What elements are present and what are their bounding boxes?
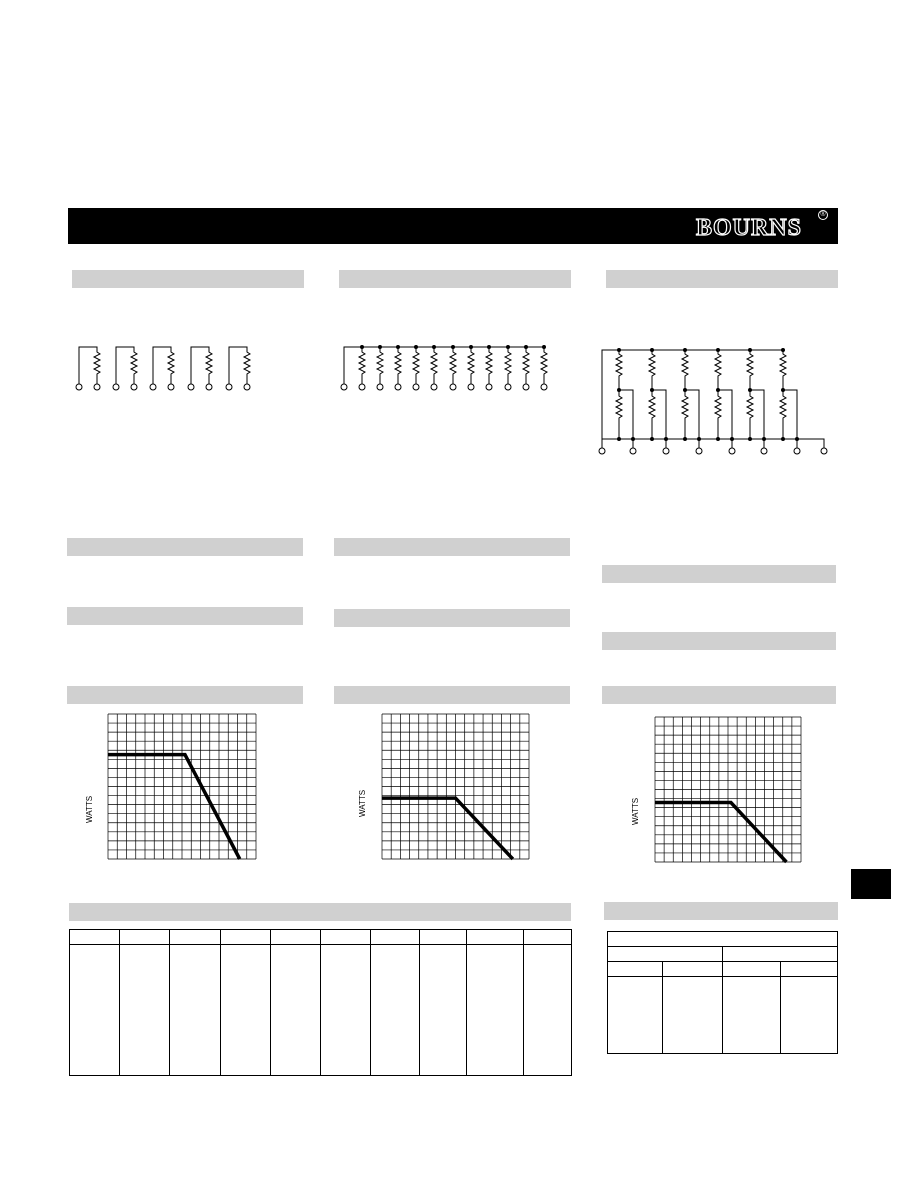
table-header-row: [70, 930, 572, 945]
section-bar-middle-derating: [334, 686, 570, 704]
table-header-row: [608, 947, 838, 962]
table-cell: [221, 930, 271, 945]
derating-chart-middle: [382, 714, 529, 859]
table-cell: [420, 930, 467, 945]
y-axis-label-middle: WATTS: [358, 789, 368, 818]
table-cell: [467, 945, 524, 1076]
schematic-dual-terminator: [595, 340, 835, 460]
table-row: [70, 945, 572, 1076]
table-cell: [371, 945, 420, 1076]
table-cell: [120, 930, 170, 945]
table-cell: [271, 945, 321, 1076]
table-cell: [321, 930, 371, 945]
section-bar-middle-2: [334, 609, 570, 627]
table-cell: [371, 930, 420, 945]
table-cell: [608, 962, 663, 977]
table-cell: [70, 930, 120, 945]
brand-logo: BOURNS: [695, 215, 802, 241]
table-cell: [221, 945, 271, 1076]
table-cell: [663, 977, 723, 1054]
table-cell: [723, 962, 781, 977]
table-cell: [170, 945, 221, 1076]
table-header-row: [608, 932, 838, 947]
table-cell: [170, 930, 221, 945]
section-bar-left-2: [67, 607, 303, 625]
table-cell: [723, 977, 781, 1054]
section-bar-left-1: [67, 538, 303, 556]
section-bar-left-derating: [67, 686, 303, 704]
table-cell: [781, 962, 838, 977]
table-cell: [663, 962, 723, 977]
side-specs-table: [607, 931, 838, 1054]
table-row: [608, 977, 838, 1054]
table-cell: [321, 945, 371, 1076]
table-cell: [781, 977, 838, 1054]
section-bar-right-2: [602, 632, 836, 650]
main-specs-table: [69, 929, 572, 1076]
section-bar-side-table: [604, 902, 838, 920]
section-bar-schematic-3: [606, 270, 838, 288]
schematic-bussed-resistors: [335, 340, 555, 395]
section-bar-main-table: [69, 903, 571, 921]
table-cell: [524, 930, 572, 945]
section-bar-schematic-2: [339, 270, 571, 288]
y-axis-label-left: WATTS: [85, 795, 95, 824]
schematic-isolated-resistors: [70, 340, 260, 395]
table-cell: [524, 945, 572, 1076]
table-cell: [608, 977, 663, 1054]
derating-chart-right: [655, 717, 801, 862]
derating-curve: [108, 755, 240, 859]
table-cell: [723, 947, 838, 962]
page-tab-marker: [851, 869, 891, 899]
table-cell: [467, 930, 524, 945]
table-cell: [120, 945, 170, 1076]
table-cell: [420, 945, 467, 1076]
table-cell: [70, 945, 120, 1076]
table-cell: [271, 930, 321, 945]
header-banner: [68, 208, 838, 244]
section-bar-middle-1: [334, 538, 570, 556]
table-cell: [608, 932, 838, 947]
table-header-row: [608, 962, 838, 977]
section-bar-right-1: [602, 565, 836, 583]
section-bar-schematic-1: [72, 270, 304, 288]
table-cell: [608, 947, 723, 962]
derating-chart-left: [108, 714, 256, 859]
y-axis-label-right: WATTS: [631, 797, 641, 826]
registered-mark: ®: [818, 210, 828, 220]
section-bar-right-derating: [602, 686, 836, 704]
